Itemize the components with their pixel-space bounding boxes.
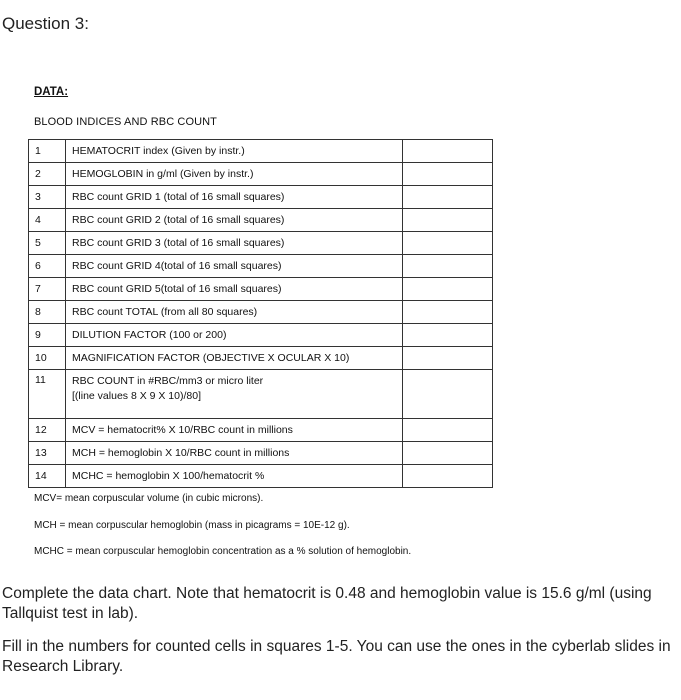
row-value-cell[interactable] xyxy=(403,186,493,209)
row-description-formula: [(line values 8 X 9 X 10)/80] xyxy=(72,390,201,402)
row-number: 9 xyxy=(29,324,66,347)
blood-indices-table xyxy=(28,139,493,488)
definition-mcv: MCV= mean corpuscular volume (in cubic microns). xyxy=(34,493,264,504)
row-description xyxy=(66,370,403,419)
table-row xyxy=(29,370,493,419)
question-title: Question 3: xyxy=(2,14,89,33)
row-number: 3 xyxy=(29,186,66,209)
table-row xyxy=(29,465,493,488)
row-number: 14 xyxy=(29,465,66,488)
row-value-cell[interactable] xyxy=(403,163,493,186)
row-value-cell[interactable] xyxy=(403,301,493,324)
table-row xyxy=(29,186,493,209)
row-number: 10 xyxy=(29,347,66,370)
row-value-cell[interactable] xyxy=(403,140,493,163)
row-value-cell[interactable] xyxy=(403,465,493,488)
row-description: RBC count GRID 4(total of 16 small squares) xyxy=(66,255,403,278)
row-description: HEMOGLOBIN in g/ml (Given by instr.) xyxy=(66,163,403,186)
table-row xyxy=(29,255,493,278)
row-description: RBC count TOTAL (from all 80 squares) xyxy=(66,301,403,324)
row-description: HEMATOCRIT index (Given by instr.) xyxy=(66,140,403,163)
row-value-cell[interactable] xyxy=(403,370,493,419)
definition-mchc: MCHC = mean corpuscular hemoglobin concentration as a % solution of hemoglobin. xyxy=(34,546,412,557)
table-row xyxy=(29,347,493,370)
row-description: MAGNIFICATION FACTOR (OBJECTIVE X OCULAR X 10) xyxy=(66,347,403,370)
row-value-cell[interactable] xyxy=(403,255,493,278)
row-description: MCHC = hemoglobin X 100/hematocrit % xyxy=(66,465,403,488)
row-number: 2 xyxy=(29,163,66,186)
row-number: 7 xyxy=(29,278,66,301)
row-description: RBC count GRID 3 (total of 16 small squares) xyxy=(66,232,403,255)
row-description: RBC count GRID 2 (total of 16 small squares) xyxy=(66,209,403,232)
instruction-paragraph: Complete the data chart. Note that hematocrit is 0.48 and hemoglobin value is 15.6 g/ml (using Tallquist test in lab). xyxy=(2,585,652,622)
row-value-cell[interactable] xyxy=(403,232,493,255)
definition-mch: MCH = mean corpuscular hemoglobin (mass in picagrams = 10E-12 g). xyxy=(34,520,350,531)
row-description: RBC count GRID 5(total of 16 small squares) xyxy=(66,278,403,301)
row-number: 1 xyxy=(29,140,66,163)
table-row xyxy=(29,419,493,442)
row-number: 6 xyxy=(29,255,66,278)
row-description-line: RBC COUNT in #RBC/mm3 or micro liter xyxy=(72,375,264,387)
row-value-cell[interactable] xyxy=(403,278,493,301)
row-description: MCV = hematocrit% X 10/RBC count in millions xyxy=(66,419,403,442)
row-value-cell[interactable] xyxy=(403,209,493,232)
row-number: 4 xyxy=(29,209,66,232)
row-number: 5 xyxy=(29,232,66,255)
table-row xyxy=(29,278,493,301)
table-row xyxy=(29,209,493,232)
row-value-cell[interactable] xyxy=(403,324,493,347)
table-row xyxy=(29,163,493,186)
row-value-cell[interactable] xyxy=(403,442,493,465)
row-number: 12 xyxy=(29,419,66,442)
table-row xyxy=(29,442,493,465)
row-number: 8 xyxy=(29,301,66,324)
table-row xyxy=(29,232,493,255)
row-number: 13 xyxy=(29,442,66,465)
table-row xyxy=(29,324,493,347)
row-description: MCH = hemoglobin X 10/RBC count in millions xyxy=(66,442,403,465)
row-value-cell[interactable] xyxy=(403,347,493,370)
row-description: RBC count GRID 1 (total of 16 small squares) xyxy=(66,186,403,209)
row-value-cell[interactable] xyxy=(403,419,493,442)
row-description: DILUTION FACTOR (100 or 200) xyxy=(66,324,403,347)
table-title: BLOOD INDICES AND RBC COUNT xyxy=(34,116,218,128)
instruction-paragraph: Fill in the numbers for counted cells in squares 1-5. You can use the ones in the cyberlab slides in Research Library. xyxy=(2,638,671,675)
row-number: 11 xyxy=(29,370,66,419)
table-row xyxy=(29,140,493,163)
table-row xyxy=(29,301,493,324)
data-label: DATA: xyxy=(34,86,69,98)
